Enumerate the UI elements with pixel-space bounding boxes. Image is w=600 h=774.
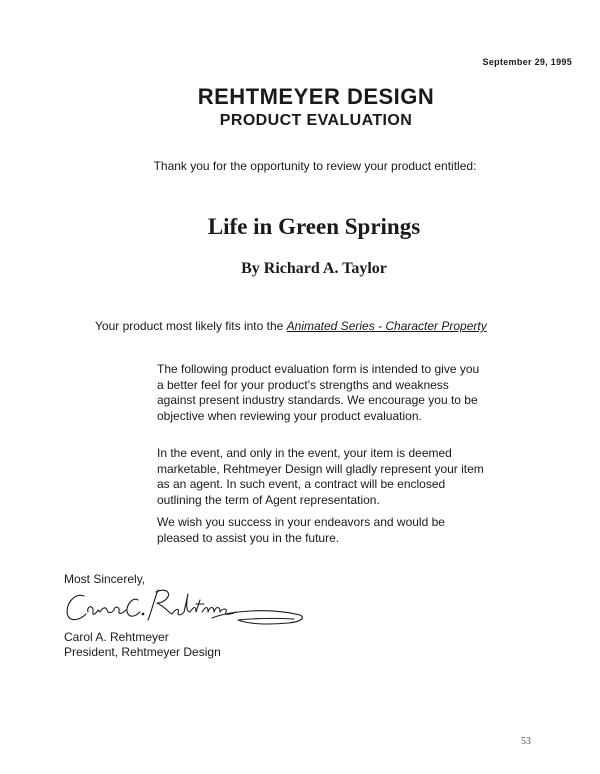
closing-salutation: Most Sincerely, [64,572,146,586]
body-paragraph: The following product evaluation form is intended to give you a better feel for your product's strengths and weakness against present industry standards. We encourage you to be objective when reviewing your product evaluation. [157,362,480,423]
product-fit-line [95,319,487,333]
product-title: Life in Green Springs [207,214,421,239]
body-paragraph: We wish you success in your endeavors and would be pleased to assist you in the future. [157,515,445,545]
page-number: 53 [521,736,531,747]
product-fit-prefix: Your product most likely fits into the [95,319,287,333]
company-name: REHTMEYER DESIGN [197,84,435,109]
intro-line: Thank you for the opportunity to review your product entitled: [153,159,477,173]
body-paragraph: In the event, and only in the event, your item is deemed marketable, Rehtmeyer Design will gladly represent your item as an agent. In such event, a contract will be enclosed outlining the term of Agent representation. [157,446,484,507]
product-category: Animated Series - Character Property [286,319,487,333]
signer-title: President, Rehtmeyer Design [64,645,221,659]
letter-date: September 29, 1995 [482,57,572,67]
handwritten-signature [62,582,307,630]
signer-name: Carol A. Rehtmeyer [64,630,169,644]
product-author: By Richard A. Taylor [241,260,387,277]
document-type: PRODUCT EVALUATION [219,112,413,129]
